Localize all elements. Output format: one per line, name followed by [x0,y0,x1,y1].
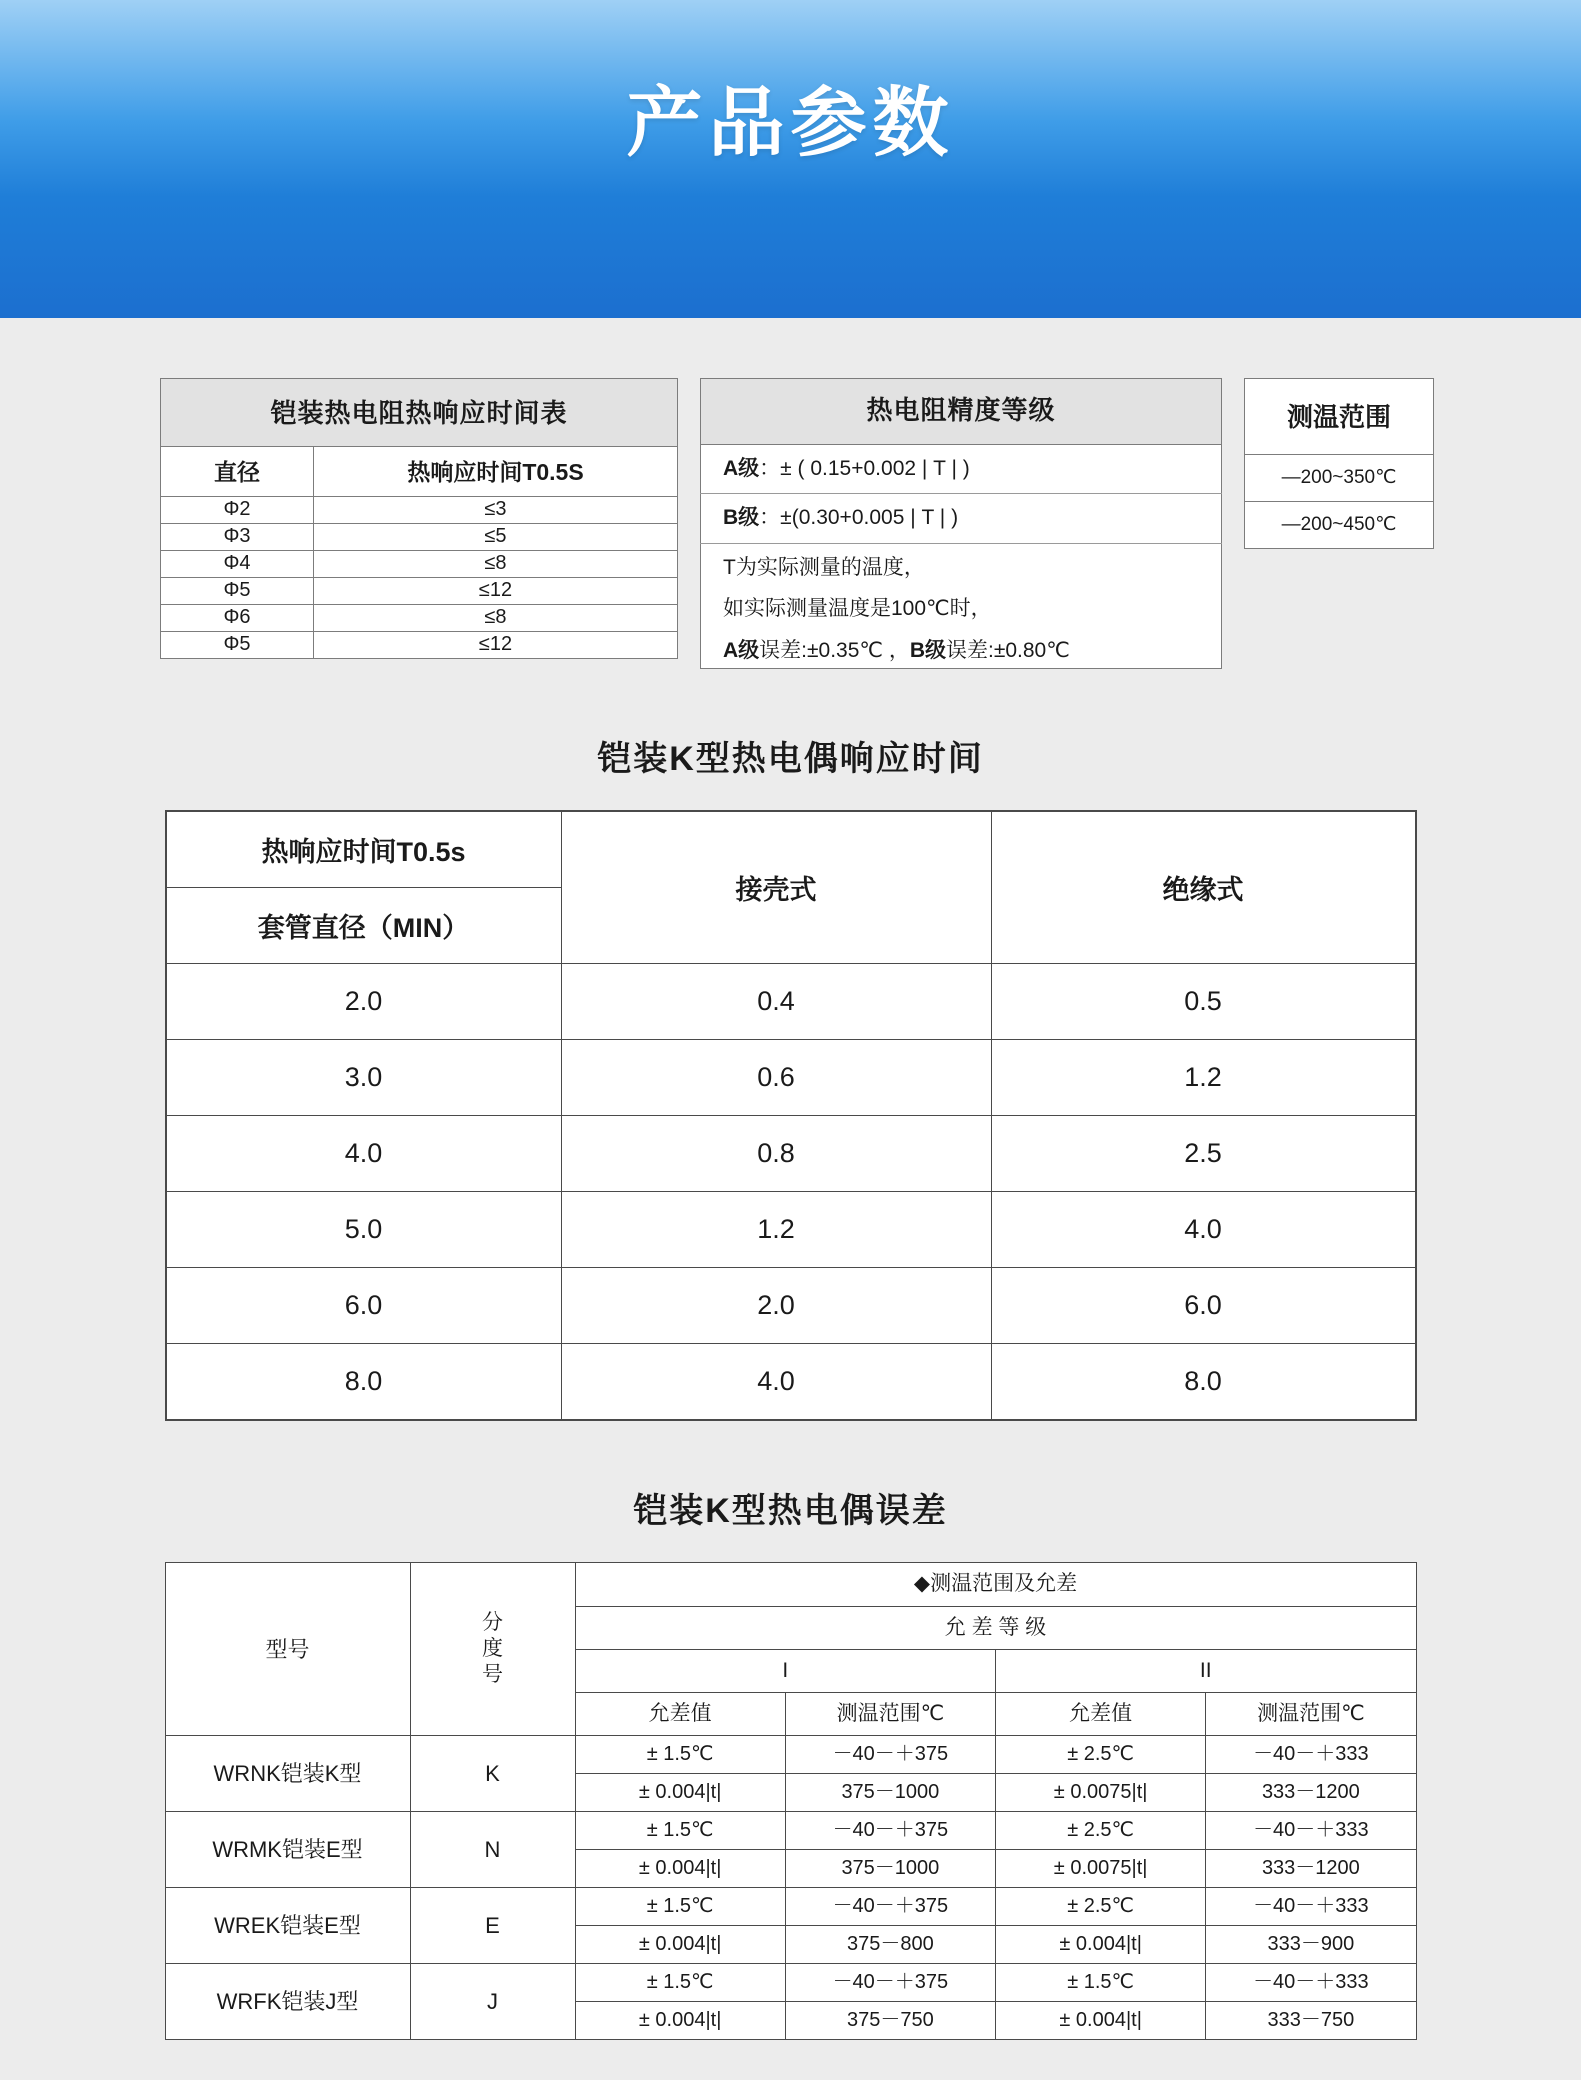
accuracy-class-table [700,378,1222,669]
cell-time: ≤8 [314,551,678,578]
cell-tolerance-2: ± 1.5℃ [996,1964,1206,2002]
grade-line-2: 度 [482,1637,503,1661]
table-row [165,1812,1416,1850]
top-tables-row [0,318,1581,669]
cell-insulated: 0.5 [991,964,1416,1040]
cell-range-1: －40－＋375 [785,1964,995,2002]
table-row [161,632,678,659]
cell-insulated: 8.0 [991,1344,1416,1421]
note-label-b: B级 [909,638,946,662]
cell-tolerance-1: ± 1.5℃ [575,1812,785,1850]
measuring-range-table [1244,378,1434,549]
cell-model: WRFK铠装J型 [165,1964,410,2040]
cell-grounded: 2.0 [561,1268,991,1344]
cell-range-2: －40－＋333 [1206,1736,1416,1774]
k-type-error-table [165,1562,1417,2040]
accuracy-row-b [701,494,1222,543]
cell-diameter: 8.0 [166,1344,562,1421]
cell-range-2: －40－＋333 [1206,1888,1416,1926]
column-header-grade [410,1563,575,1736]
table-row [1245,455,1434,502]
cell-model: WRNK铠装K型 [165,1736,410,1812]
column-header-diameter: 直径 [161,447,314,497]
header-tube-diameter-label: 套管直径（MIN） [257,913,470,944]
cell-grounded: 0.4 [561,964,991,1040]
table-header-row [166,811,1416,964]
cell-tolerance-1: ± 0.004|t| [575,2002,785,2040]
accuracy-note-1 [701,543,1222,585]
cell-range-1: －40－＋375 [785,1812,995,1850]
table-row [166,1268,1416,1344]
table-row [165,1964,1416,2002]
cell-time: ≤12 [314,578,678,605]
cell-diameter: Φ5 [161,578,314,605]
table-row [165,1736,1416,1774]
cell-diameter: 3.0 [166,1040,562,1116]
cell-tolerance-1: ± 1.5℃ [575,1964,785,2002]
cell-time: ≤12 [314,632,678,659]
cell-tolerance-1: ± 0.004|t| [575,1774,785,1812]
note-value-a: 误差:±0.35℃ ， [759,638,910,662]
level-2-header: II [996,1649,1417,1692]
column-header-tolerance-1: 允差值 [575,1693,785,1736]
section-title-error: 铠装K型热电偶误差 [633,1492,948,1531]
table-row [1245,502,1434,549]
table-row [161,578,678,605]
cell-time: ≤3 [314,497,678,524]
header-response-time-label: 热响应时间T0.5s [167,812,561,888]
table-header-row [161,447,678,497]
cell-grounded: 0.8 [561,1116,991,1192]
header-diameter-cell [166,811,562,964]
column-header-range-2: 测温范围℃ [1206,1693,1416,1736]
table-row [166,1344,1416,1421]
cell-range-1: 375－1000 [785,1774,995,1812]
cell-diameter: Φ4 [161,551,314,578]
cell-range-1: 375－800 [785,1926,995,1964]
column-header-model: 型号 [165,1563,410,1736]
note-text: T为实际测量的温度， [723,555,925,579]
cell-tolerance-2: ± 0.004|t| [996,1926,1206,1964]
table-caption: 热电阻精度等级 [701,379,1222,445]
cell-tolerance-2: ± 2.5℃ [996,1812,1206,1850]
cell-tolerance-2: ± 0.0075|t| [996,1774,1206,1812]
thermal-response-time-table [160,378,678,659]
grade-line-3: 号 [482,1663,503,1687]
error-table-wrapper [0,1562,1581,2040]
cell-tolerance-2: ± 2.5℃ [996,1888,1206,1926]
accuracy-value-a: ：± ( 0.15+0.002 | T | ) [759,457,970,481]
cell-range: —200~350℃ [1245,455,1434,502]
cell-grade: E [410,1888,575,1964]
table-row [166,964,1416,1040]
note-value-b: 误差:±0.80℃ [946,638,1070,662]
column-header-tolerance-2: 允差值 [996,1693,1206,1736]
table-row [166,1040,1416,1116]
cell-range-1: 375－1000 [785,1850,995,1888]
column-header-range-1: 测温范围℃ [785,1693,995,1736]
cell-insulated: 1.2 [991,1040,1416,1116]
grade-line-1: 分 [482,1610,503,1634]
table-row [161,524,678,551]
cell-time: ≤8 [314,605,678,632]
cell-range: —200~450℃ [1281,514,1397,535]
table-row [165,1888,1416,1926]
cell-tolerance-2: ± 0.004|t| [996,2002,1206,2040]
page-banner [0,0,1581,318]
cell-range-2: 333－900 [1206,1926,1416,1964]
column-header-response-time: 热响应时间T0.5S [314,447,678,497]
cell-range-1: －40－＋375 [785,1736,995,1774]
cell-diameter: Φ2 [161,497,314,524]
note-label-a: A级 [723,638,760,662]
cell-grade: K [410,1736,575,1812]
cell-range-2: 333－1200 [1206,1850,1416,1888]
cell-tolerance-2: ± 0.0075|t| [996,1850,1206,1888]
accuracy-label-b: B级 [723,506,760,530]
cell-range-2: －40－＋333 [1206,1812,1416,1850]
table-row [161,497,678,524]
table-row [161,551,678,578]
cell-range-2: 333－750 [1206,2002,1416,2040]
cell-tolerance-1: ± 1.5℃ [575,1736,785,1774]
cell-diameter: 2.0 [166,964,562,1040]
band-subtitle: 允 差 等 级 [575,1606,1416,1649]
note-text: 如实际测量温度是100℃时， [723,597,992,621]
cell-diameter: 4.0 [166,1116,562,1192]
k-type-response-time-table [165,810,1417,1421]
column-header-grounded: 接壳式 [561,811,991,964]
cell-range-1: －40－＋375 [785,1888,995,1926]
band-title: ◆测温范围及允差 [575,1563,1416,1606]
cell-diameter: 6.0 [166,1268,562,1344]
cell-range-2: 333－1200 [1206,1774,1416,1812]
level-1-header: I [575,1649,996,1692]
cell-tolerance-1: ± 1.5℃ [575,1888,785,1926]
table-header-row [165,1563,1416,1606]
section-title-response-time: 铠装K型热电偶响应时间 [597,740,984,779]
accuracy-label-a: A级 [723,457,760,481]
page-content [0,318,1581,2080]
accuracy-note-3 [701,627,1222,669]
table-row [161,605,678,632]
cell-model: WREK铠装E型 [165,1888,410,1964]
cell-grounded: 0.6 [561,1040,991,1116]
accuracy-value-b: ：±(0.30+0.005 | T | ) [759,506,959,530]
response-time-table-wrapper [0,810,1581,1421]
cell-range-2: －40－＋333 [1206,1964,1416,2002]
accuracy-row-a [701,445,1222,494]
cell-diameter: Φ5 [161,632,314,659]
accuracy-note-2 [701,585,1222,627]
cell-tolerance-1: ± 0.004|t| [575,1926,785,1964]
cell-grounded: 1.2 [561,1192,991,1268]
table-caption: 测温范围 [1245,379,1434,455]
cell-diameter: 5.0 [166,1192,562,1268]
table-row [166,1116,1416,1192]
cell-range-1: 375－750 [785,2002,995,2040]
cell-tolerance-2: ± 2.5℃ [996,1736,1206,1774]
column-header-insulated: 绝缘式 [991,811,1416,964]
cell-time: ≤5 [314,524,678,551]
cell-insulated: 6.0 [991,1268,1416,1344]
cell-grounded: 4.0 [561,1344,991,1421]
table-row [166,1192,1416,1268]
cell-tolerance-1: ± 0.004|t| [575,1850,785,1888]
page-title: 产品参数 [626,81,955,166]
table-caption: 铠装热电阻热响应时间表 [161,379,678,447]
cell-diameter: Φ3 [161,524,314,551]
cell-insulated: 2.5 [991,1116,1416,1192]
cell-grade: N [410,1812,575,1888]
cell-model: WRMK铠装E型 [165,1812,410,1888]
cell-grade: J [410,1964,575,2040]
cell-insulated: 4.0 [991,1192,1416,1268]
cell-diameter: Φ6 [161,605,314,632]
